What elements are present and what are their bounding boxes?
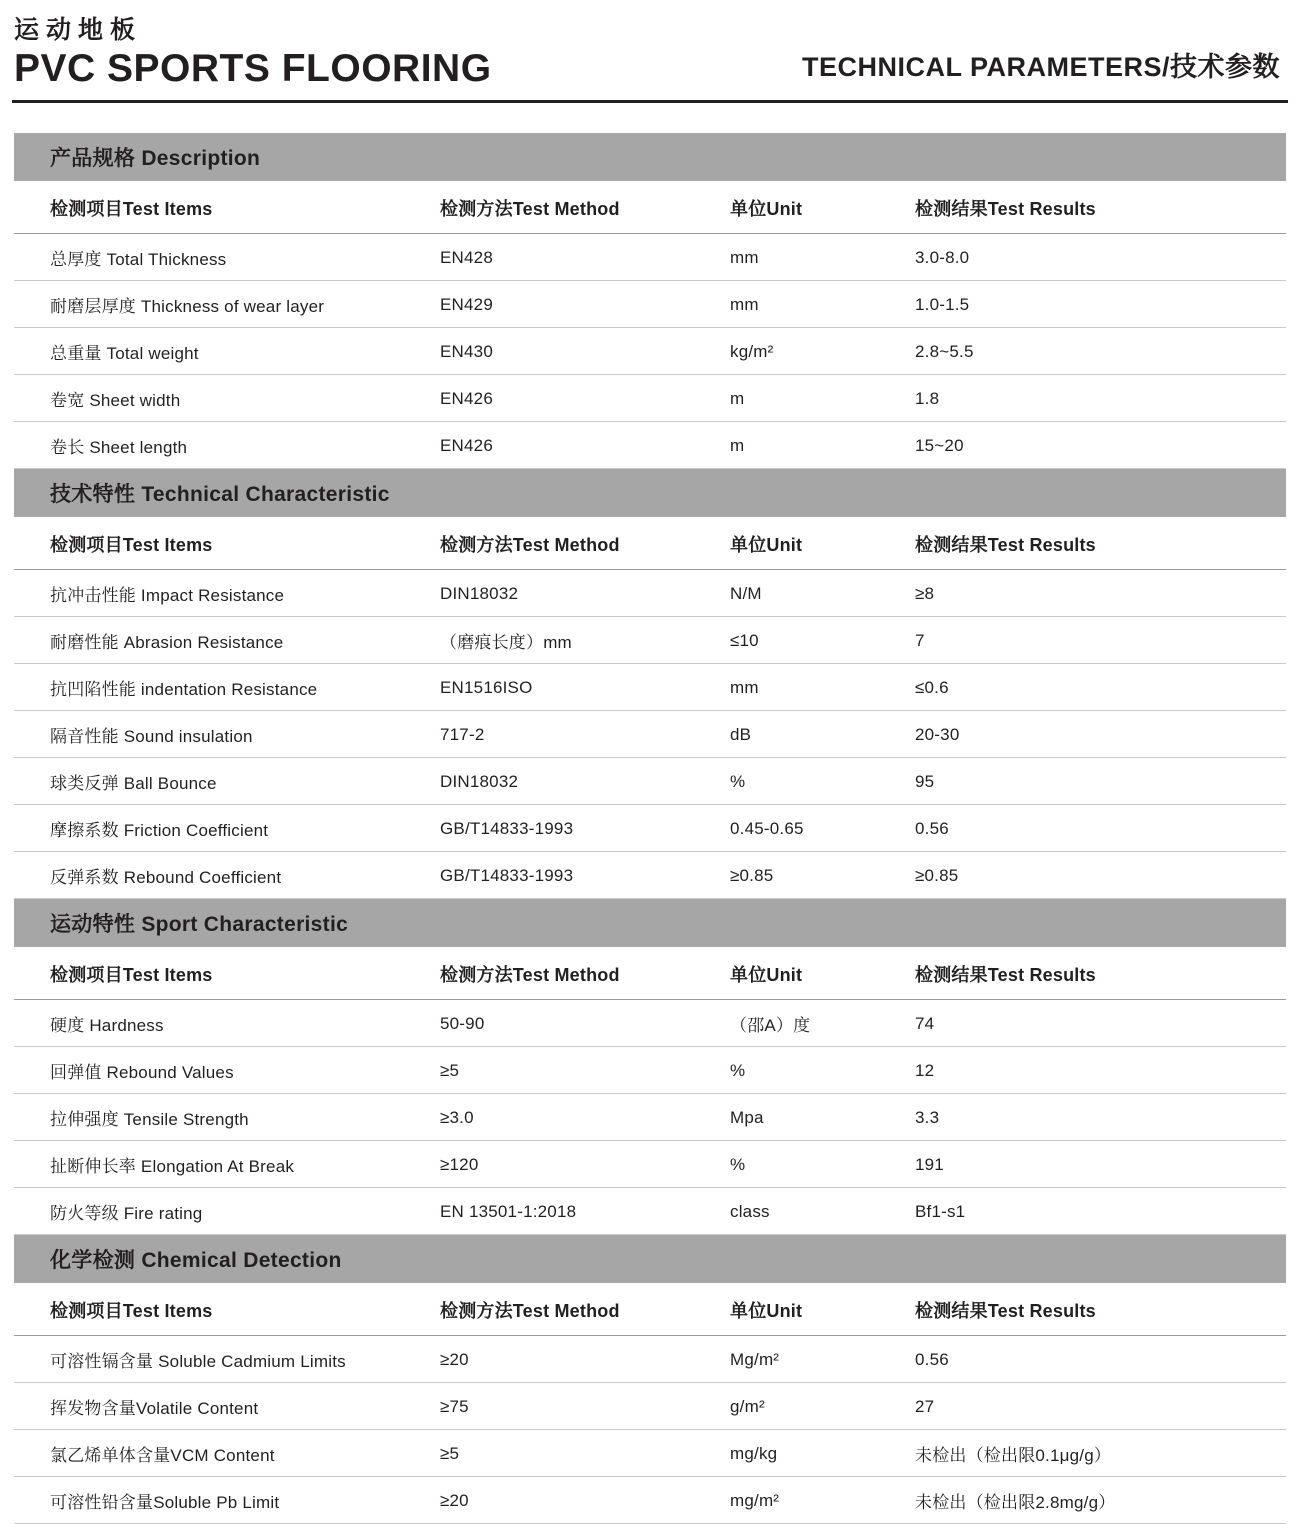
cell-test-method: EN426 xyxy=(434,422,724,469)
column-header-test-results: 检测结果Test Results xyxy=(909,947,1286,1000)
cell-test-item: 氯乙烯单体含量VCM Content xyxy=(14,1430,434,1477)
cell-test-item: 卷长 Sheet length xyxy=(14,422,434,469)
cell-test-result: 未检出（检出限2.8mg/g） xyxy=(909,1477,1286,1524)
cell-test-item: 隔音性能 Sound insulation xyxy=(14,711,434,758)
cell-test-method: EN428 xyxy=(434,234,724,281)
cell-test-result: 1.8 xyxy=(909,375,1286,422)
table-body xyxy=(14,1336,1286,1524)
page-header xyxy=(0,0,1300,88)
cell-test-result: 191 xyxy=(909,1141,1286,1188)
table-row xyxy=(14,570,1286,617)
table-row xyxy=(14,758,1286,805)
cell-test-method: DIN18032 xyxy=(434,758,724,805)
cell-test-result: 12 xyxy=(909,1047,1286,1094)
cell-test-method: ≥5 xyxy=(434,1047,724,1094)
table-row xyxy=(14,328,1286,375)
cell-unit: （邵A）度 xyxy=(724,1000,909,1047)
column-header-unit: 单位Unit xyxy=(724,517,909,570)
table-row xyxy=(14,711,1286,758)
cell-unit: class xyxy=(724,1188,909,1235)
cell-unit: Mg/m² xyxy=(724,1336,909,1383)
spec-table xyxy=(14,947,1286,1235)
table-row xyxy=(14,375,1286,422)
page-title-english: PVC SPORTS FLOORING xyxy=(14,47,492,90)
cell-test-result: 15~20 xyxy=(909,422,1286,469)
cell-unit: m xyxy=(724,422,909,469)
cell-test-result: 未检出（检出限0.1μg/g） xyxy=(909,1430,1286,1477)
cell-test-item: 硬度 Hardness xyxy=(14,1000,434,1047)
cell-test-method: 717-2 xyxy=(434,711,724,758)
cell-test-result: 74 xyxy=(909,1000,1286,1047)
sections-container xyxy=(0,103,1300,1524)
cell-test-method: 50-90 xyxy=(434,1000,724,1047)
cell-test-method: ≥75 xyxy=(434,1383,724,1430)
cell-test-result: 20-30 xyxy=(909,711,1286,758)
cell-test-method: EN429 xyxy=(434,281,724,328)
table-row xyxy=(14,422,1286,469)
section xyxy=(14,899,1286,1235)
section-title: 产品规格 Description xyxy=(14,133,1286,181)
cell-unit: dB xyxy=(724,711,909,758)
cell-test-result: 7 xyxy=(909,617,1286,664)
table-header-row xyxy=(14,1283,1286,1336)
cell-test-method: ≥120 xyxy=(434,1141,724,1188)
column-header-unit: 单位Unit xyxy=(724,947,909,1000)
cell-unit: g/m² xyxy=(724,1383,909,1430)
column-header-test-method: 检测方法Test Method xyxy=(434,947,724,1000)
cell-test-result: 0.56 xyxy=(909,1336,1286,1383)
cell-unit: N/M xyxy=(724,570,909,617)
cell-test-item: 挥发物含量Volatile Content xyxy=(14,1383,434,1430)
table-row xyxy=(14,852,1286,899)
cell-test-item: 抗冲击性能 Impact Resistance xyxy=(14,570,434,617)
column-header-test-results: 检测结果Test Results xyxy=(909,181,1286,234)
table-row xyxy=(14,664,1286,711)
cell-test-method: ≥3.0 xyxy=(434,1094,724,1141)
cell-test-result: ≥0.85 xyxy=(909,852,1286,899)
column-header-test-method: 检测方法Test Method xyxy=(434,517,724,570)
cell-unit: mg/m² xyxy=(724,1477,909,1524)
table-row xyxy=(14,1188,1286,1235)
cell-test-result: 1.0-1.5 xyxy=(909,281,1286,328)
table-row xyxy=(14,617,1286,664)
table-row xyxy=(14,1336,1286,1383)
cell-test-item: 耐磨性能 Abrasion Resistance xyxy=(14,617,434,664)
column-header-test-items: 检测项目Test Items xyxy=(14,947,434,1000)
cell-test-item: 可溶性铅含量Soluble Pb Limit xyxy=(14,1477,434,1524)
cell-test-method: ≥5 xyxy=(434,1430,724,1477)
section-title: 运动特性 Sport Characteristic xyxy=(14,899,1286,947)
cell-unit: mg/kg xyxy=(724,1430,909,1477)
spec-table xyxy=(14,517,1286,899)
cell-test-item: 回弹值 Rebound Values xyxy=(14,1047,434,1094)
cell-test-item: 耐磨层厚度 Thickness of wear layer xyxy=(14,281,434,328)
cell-test-result: ≥8 xyxy=(909,570,1286,617)
spec-table xyxy=(14,1283,1286,1524)
cell-test-method: （磨痕长度）mm xyxy=(434,617,724,664)
page-title-chinese: 运动地板 xyxy=(14,16,143,44)
cell-test-method: DIN18032 xyxy=(434,570,724,617)
column-header-test-method: 检测方法Test Method xyxy=(434,181,724,234)
cell-test-result: 0.56 xyxy=(909,805,1286,852)
spec-table xyxy=(14,181,1286,469)
cell-test-item: 可溶性镉含量 Soluble Cadmium Limits xyxy=(14,1336,434,1383)
cell-unit: % xyxy=(724,1141,909,1188)
cell-test-method: GB/T14833-1993 xyxy=(434,852,724,899)
cell-test-item: 扯断伸长率 Elongation At Break xyxy=(14,1141,434,1188)
cell-test-method: ≥20 xyxy=(434,1336,724,1383)
cell-test-result: 3.3 xyxy=(909,1094,1286,1141)
cell-test-method: GB/T14833-1993 xyxy=(434,805,724,852)
column-header-unit: 单位Unit xyxy=(724,1283,909,1336)
cell-test-item: 摩擦系数 Friction Coefficient xyxy=(14,805,434,852)
section xyxy=(14,469,1286,899)
table-row xyxy=(14,1141,1286,1188)
cell-unit: Mpa xyxy=(724,1094,909,1141)
cell-unit: m xyxy=(724,375,909,422)
cell-unit: % xyxy=(724,1047,909,1094)
cell-test-item: 防火等级 Fire rating xyxy=(14,1188,434,1235)
column-header-test-results: 检测结果Test Results xyxy=(909,1283,1286,1336)
table-header-row xyxy=(14,947,1286,1000)
table-row xyxy=(14,1477,1286,1524)
table-body xyxy=(14,1000,1286,1235)
cell-test-item: 总重量 Total weight xyxy=(14,328,434,375)
section-title: 化学检测 Chemical Detection xyxy=(14,1235,1286,1283)
cell-unit: ≥0.85 xyxy=(724,852,909,899)
table-row xyxy=(14,1094,1286,1141)
cell-test-item: 抗凹陷性能 indentation Resistance xyxy=(14,664,434,711)
table-row xyxy=(14,1000,1286,1047)
cell-unit: mm xyxy=(724,281,909,328)
column-header-test-items: 检测项目Test Items xyxy=(14,181,434,234)
cell-test-item: 反弹系数 Rebound Coefficient xyxy=(14,852,434,899)
table-row xyxy=(14,1430,1286,1477)
column-header-test-method: 检测方法Test Method xyxy=(434,1283,724,1336)
table-row xyxy=(14,281,1286,328)
cell-unit: mm xyxy=(724,664,909,711)
cell-test-item: 拉伸强度 Tensile Strength xyxy=(14,1094,434,1141)
cell-test-item: 卷宽 Sheet width xyxy=(14,375,434,422)
cell-unit: % xyxy=(724,758,909,805)
table-header-row xyxy=(14,181,1286,234)
cell-test-result: 2.8~5.5 xyxy=(909,328,1286,375)
cell-test-method: ≥20 xyxy=(434,1477,724,1524)
cell-test-result: 95 xyxy=(909,758,1286,805)
table-row xyxy=(14,805,1286,852)
section xyxy=(14,133,1286,469)
column-header-test-items: 检测项目Test Items xyxy=(14,517,434,570)
section xyxy=(14,1235,1286,1524)
cell-test-method: EN1516ISO xyxy=(434,664,724,711)
cell-test-result: Bf1-s1 xyxy=(909,1188,1286,1235)
header-title-group xyxy=(14,18,492,88)
table-body xyxy=(14,570,1286,899)
column-header-unit: 单位Unit xyxy=(724,181,909,234)
cell-unit: mm xyxy=(724,234,909,281)
cell-test-item: 总厚度 Total Thickness xyxy=(14,234,434,281)
section-title: 技术特性 Technical Characteristic xyxy=(14,469,1286,517)
table-row xyxy=(14,1383,1286,1430)
cell-test-item: 球类反弹 Ball Bounce xyxy=(14,758,434,805)
cell-test-result: 27 xyxy=(909,1383,1286,1430)
table-body xyxy=(14,234,1286,469)
column-header-test-items: 检测项目Test Items xyxy=(14,1283,434,1336)
cell-test-result: 3.0-8.0 xyxy=(909,234,1286,281)
cell-unit: kg/m² xyxy=(724,328,909,375)
cell-test-method: EN426 xyxy=(434,375,724,422)
cell-unit: ≤10 xyxy=(724,617,909,664)
column-header-test-results: 检测结果Test Results xyxy=(909,517,1286,570)
cell-test-result: ≤0.6 xyxy=(909,664,1286,711)
header-subtitle: TECHNICAL PARAMETERS/技术参数 xyxy=(801,52,1280,82)
cell-test-method: EN 13501-1:2018 xyxy=(434,1188,724,1235)
table-header-row xyxy=(14,517,1286,570)
cell-unit: 0.45-0.65 xyxy=(724,805,909,852)
table-row xyxy=(14,234,1286,281)
table-row xyxy=(14,1047,1286,1094)
cell-test-method: EN430 xyxy=(434,328,724,375)
